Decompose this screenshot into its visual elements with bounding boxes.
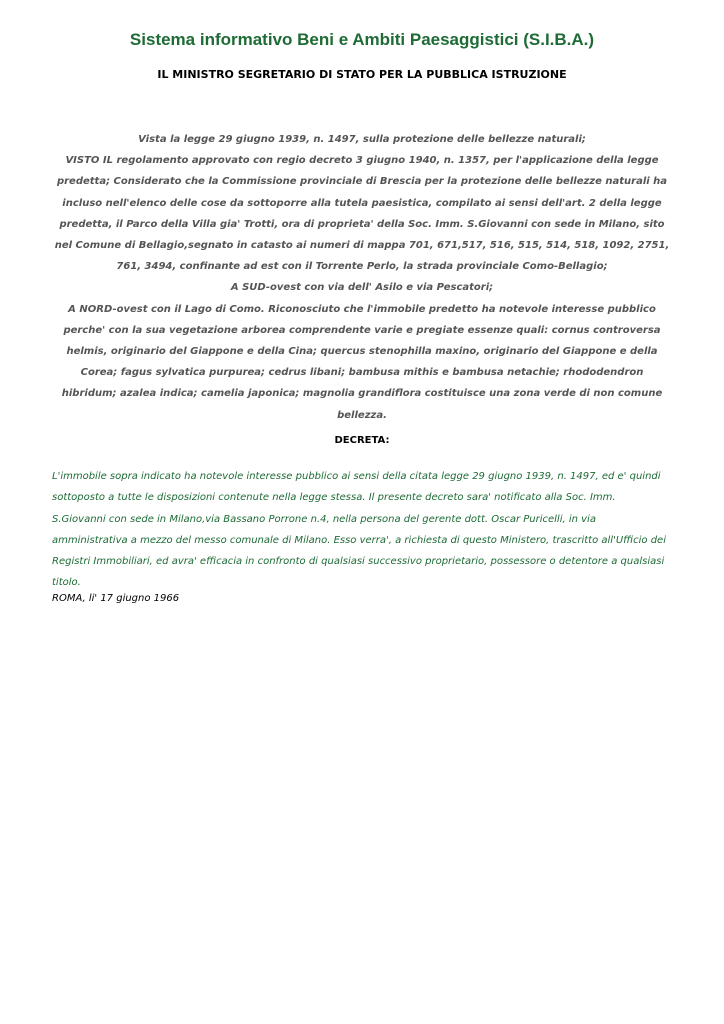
premise-paragraph — [52, 129, 672, 426]
premise-text: Vista la legge 29 giugno 1939, n. 1497, sulla protezione delle bellezze naturali; VISTO IL regolamento approvato con regio decreto 3 giugno 1940, n. 1357, per l'applicazione della legge predetta; Considerato che la Commissione provinciale di Brescia per la protezione delle bellezze naturali ha incluso nell'elenco delle cose da sottoporre alla tutela paesistica, compilato ai sensi dell'art. 2 della legge predetta, il Parco della Villa gia' Trotti, ora di proprieta' della Soc. Imm. S.Giovanni con sede in Milano, sito nel Comune di Bellagio,segnato in catasto ai numeri di mappa 701, 671,517, 516, 515, 514, 518, 1092, 2751, 761, 3494, confinante ad est con il Torrente Perlo, la strada provinciale Como-Bellagio; A SUD-ovest con via dell' Asilo e via Pescatori; A NORD-ovest con il Lago di Como. Riconosciuto che l'immobile predetto ha notevole interesse pubblico perche' con la sua vegetazione arborea comprendente varie e pregiate essenze quali: cornus controversa helmis, originario del Giappone e della Cina; quercus stenophilla maxino, originario del Giappone e della Corea; fagus sylvatica purpurea; cedrus libani; bambusa mithis e bambusa netachie; rhododendron hibridum; azalea indica; camelia japonica; magnolia grandiflora costituisce una zona verde di non comune bellezza. — [54, 134, 670, 421]
issuing-authority: IL MINISTRO SEGRETARIO DI STATO PER LA PUBBLICA ISTRUZIONE — [157, 68, 567, 81]
page-title: Sistema informativo Beni e Ambiti Paesaggistici (S.I.B.A.) — [129, 30, 595, 49]
signing-date: ROMA, li' 17 giugno 1966 — [52, 593, 180, 604]
decree-body: L'immobile sopra indicato ha notevole interesse pubblico ai sensi della citata legge 29 giugno 1939, n. 1497, ed e' quindi sottoposto a tutte le disposizioni contenute nella legge stessa. Il presente decreto sara' notificato alla Soc. Imm. S.Giovanni con sede in Milano,via Bassano Porrone n.4, nella persona del gerente dott. Oscar Puricelli, in via amministrativa a mezzo del messo comunale di Milano. Esso verra', a richiesta di questo Ministero, trascritto all'Ufficio dei Registri Immobiliari, ed avra' efficacia in confronto di qualsiasi successivo proprietario, possessore o detentore a qualsiasi titolo. — [52, 471, 666, 589]
decree-heading: DECRETA: — [334, 435, 390, 446]
